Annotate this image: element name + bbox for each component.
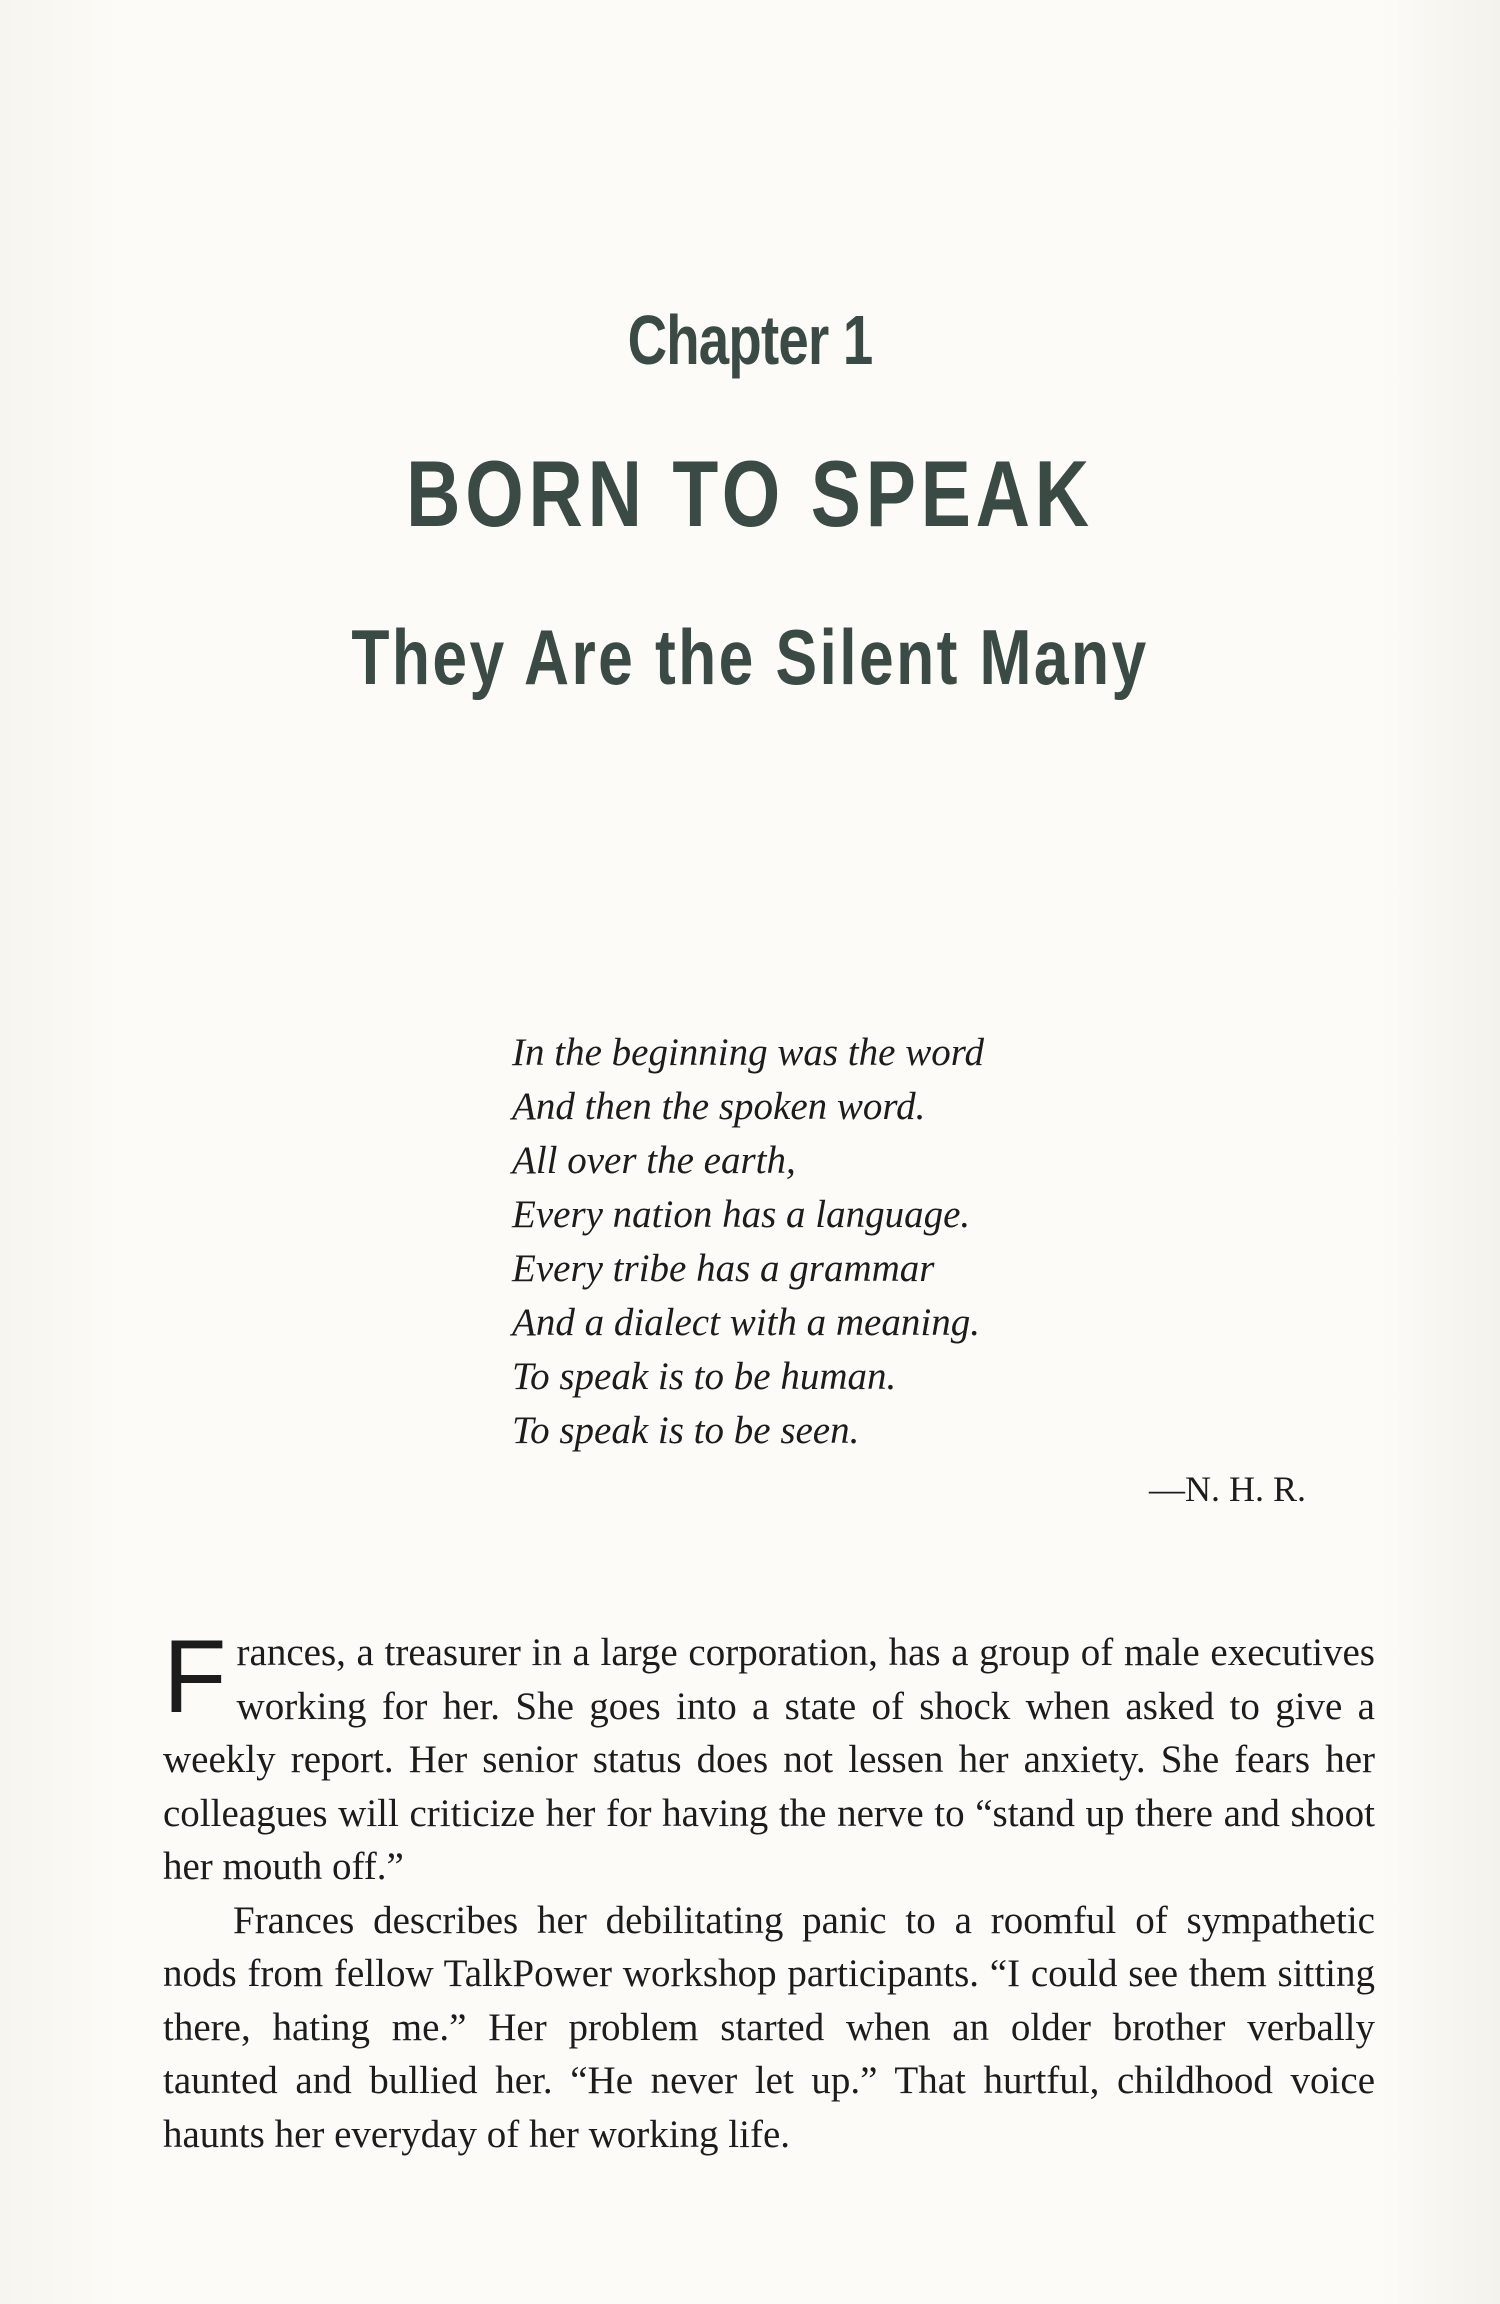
- poem-line: All over the earth,: [512, 1139, 796, 1182]
- chapter-subtitle: They Are the Silent Many: [351, 613, 1149, 701]
- poem-line: Every nation has a language.: [512, 1193, 971, 1236]
- body-text: [163, 1619, 1375, 2161]
- chapter-number: Chapter 1: [627, 301, 873, 379]
- paragraph-2: Frances describes her debilitating panic to a roomful of sympathetic nods from fellow TalkPower workshop participants. “I could see them sitting there, hating me.” Her problem started when an older brother verbally taunted and bullied her. “He never let up.” That hurtful, childhood voice haunts her everyday of her working life.: [163, 1898, 1375, 2156]
- poem-line: And then the spoken word.: [512, 1085, 926, 1128]
- poem-line: And a dialect with a meaning.: [512, 1301, 980, 1344]
- poem-line: To speak is to be human.: [512, 1355, 897, 1398]
- drop-cap: F: [163, 1619, 227, 1735]
- poem-line: Every tribe has a grammar: [512, 1247, 935, 1290]
- paragraph-1-text: rances, a treasurer in a large corporation, has a group of male executives working for her. She goes into a state of shock when asked to give a weekly report. Her senior status does not lessen her anxiety. She fears her colleagues will criticize her for having the nerve to “stand up there and shoot her mouth off.”: [163, 1631, 1375, 1888]
- chapter-title: BORN TO SPEAK: [406, 441, 1094, 546]
- poem-line: To speak is to be seen.: [512, 1409, 860, 1452]
- paragraph-1: [163, 1619, 1375, 1894]
- poem-line: In the beginning was the word: [512, 1031, 984, 1074]
- epigraph-poem: [512, 1026, 1312, 1458]
- epigraph-attribution: —N. H. R.: [1148, 1469, 1306, 1509]
